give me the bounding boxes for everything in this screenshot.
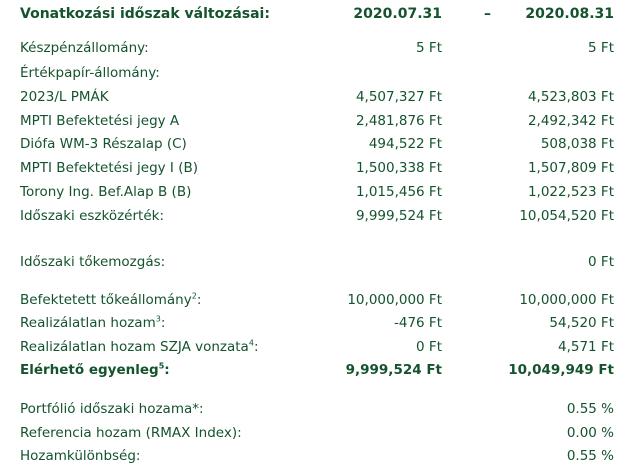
value-start: 4,507,327 Ft bbox=[355, 89, 442, 105]
row-label: Hozamkülönbség: bbox=[20, 448, 141, 464]
value-end: 0.55 % bbox=[566, 448, 614, 464]
row-label: Diófa WM-3 Részalap (C) bbox=[20, 136, 187, 152]
value-start: 0 Ft bbox=[416, 339, 442, 355]
date-to: 2020.08.31 bbox=[525, 6, 614, 22]
row-portfolio-return bbox=[0, 399, 634, 419]
value-end: 5 Ft bbox=[588, 40, 614, 56]
value-end: 4,523,803 Ft bbox=[527, 89, 614, 105]
row-mpti-ib bbox=[0, 158, 634, 178]
value-end: 0.55 % bbox=[566, 401, 614, 417]
value-start: 494,522 Ft bbox=[368, 136, 442, 152]
row-capital-movement bbox=[0, 252, 634, 272]
row-asset-value bbox=[0, 206, 634, 226]
section-title: Vonatkozási időszak változásai: bbox=[20, 6, 270, 22]
value-end: 0 Ft bbox=[588, 254, 614, 270]
footnote-marker: 2 bbox=[191, 291, 197, 301]
date-from: 2020.07.31 bbox=[353, 6, 442, 22]
row-label: Időszaki tőkemozgás: bbox=[20, 254, 166, 270]
row-label: Befektetett tőkeállomány$^2$: bbox=[20, 291, 202, 308]
footnote-marker: 4 bbox=[248, 338, 254, 348]
header-row bbox=[0, 4, 634, 24]
value-end: 1,507,809 Ft bbox=[527, 160, 614, 176]
value-start: 2,481,876 Ft bbox=[355, 113, 442, 129]
row-label: Értékpapír-állomány: bbox=[20, 65, 160, 81]
row-label: 2023/L PMÁK bbox=[20, 89, 109, 105]
value-end: 2,492,342 Ft bbox=[527, 113, 614, 129]
footnote-marker: 3 bbox=[155, 314, 161, 324]
value-start: 10,000,000 Ft bbox=[347, 292, 442, 308]
row-reference-return bbox=[0, 423, 634, 443]
row-label: Torony Ing. Bef.Alap B (B) bbox=[20, 184, 192, 200]
row-unrealized-tax bbox=[0, 337, 634, 357]
row-label: Elérhető egyenleg$^5$: bbox=[20, 361, 170, 378]
value-end: 54,520 Ft bbox=[549, 315, 614, 331]
row-invested-capital bbox=[0, 290, 634, 310]
row-diofa bbox=[0, 134, 634, 154]
row-cash bbox=[0, 38, 634, 58]
row-label: MPTI Befektetési jegy I (B) bbox=[20, 160, 198, 176]
date-separator: – bbox=[484, 6, 491, 22]
value-start: 1,015,456 Ft bbox=[355, 184, 442, 200]
row-label: Időszaki eszközérték: bbox=[20, 208, 164, 224]
value-start: 1,500,338 Ft bbox=[355, 160, 442, 176]
row-label: Referencia hozam (RMAX Index): bbox=[20, 425, 242, 441]
value-end: 508,038 Ft bbox=[540, 136, 614, 152]
row-label: Realizálatlan hozam$^3$: bbox=[20, 314, 166, 331]
row-torony bbox=[0, 182, 634, 202]
row-securities bbox=[0, 63, 634, 83]
value-start: -476 Ft bbox=[394, 315, 442, 331]
value-end: 10,054,520 Ft bbox=[519, 208, 614, 224]
row-label: Készpénzállomány: bbox=[20, 40, 149, 56]
value-start: 5 Ft bbox=[416, 40, 442, 56]
value-start: 9,999,524 Ft bbox=[355, 208, 442, 224]
value-end: 4,571 Ft bbox=[558, 339, 614, 355]
row-unrealized-return bbox=[0, 313, 634, 333]
value-start: 9,999,524 Ft bbox=[345, 362, 442, 378]
row-return-difference bbox=[0, 446, 634, 466]
row-pmak bbox=[0, 87, 634, 107]
value-end: 0.00 % bbox=[566, 425, 614, 441]
row-mpti-a bbox=[0, 111, 634, 131]
footnote-marker: 5 bbox=[158, 361, 165, 371]
row-label: MPTI Befektetési jegy A bbox=[20, 113, 180, 129]
row-available-balance bbox=[0, 360, 634, 380]
row-label: Realizálatlan hozam SZJA vonzata$^4$: bbox=[20, 338, 259, 355]
value-end: 10,049,949 Ft bbox=[508, 362, 614, 378]
value-end: 1,022,523 Ft bbox=[527, 184, 614, 200]
row-label: Portfólió időszaki hozama*: bbox=[20, 401, 204, 417]
value-end: 10,000,000 Ft bbox=[519, 292, 614, 308]
